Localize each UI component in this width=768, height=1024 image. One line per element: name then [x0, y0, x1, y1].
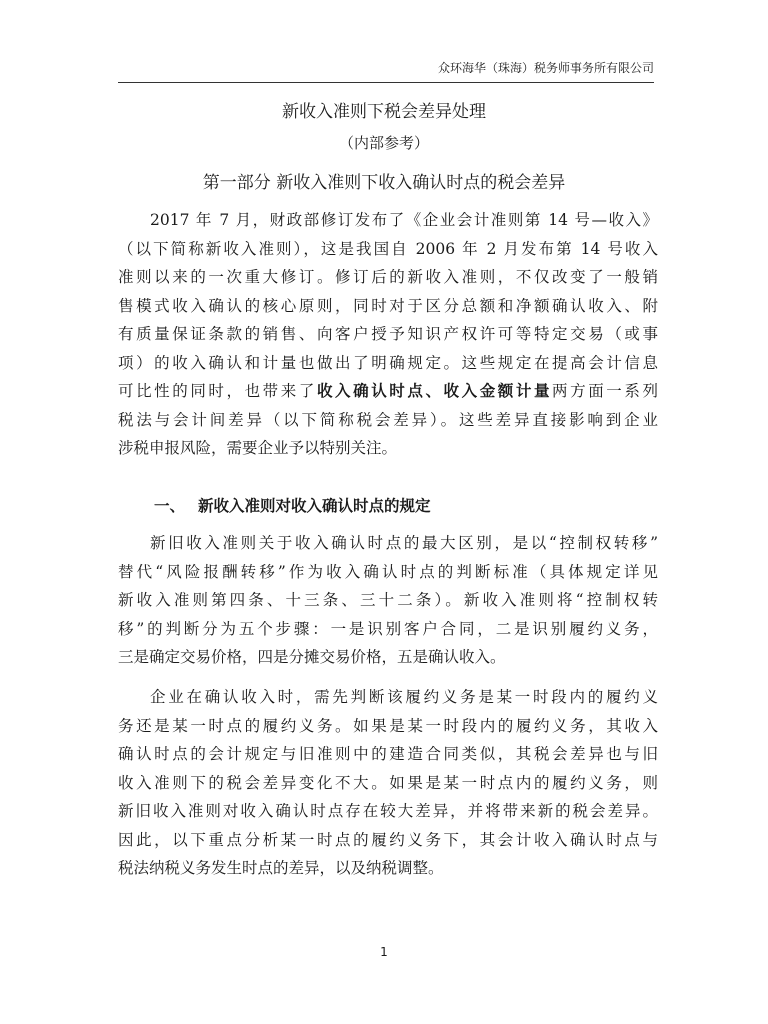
text-run: 两方面一系列	[552, 382, 658, 400]
paragraph-line-with-bold	[118, 377, 658, 406]
paragraph-line: 三是确定交易价格，四是分摊交易价格，五是确认收入。	[118, 648, 506, 666]
paragraph-line: 确认时点的会计规定与旧准则中的建造合同类似，其税会差异也与旧	[118, 745, 658, 763]
paragraph-line: 新旧收入准则关于收入确认时点的最大区别，是以“控制权转移”	[150, 534, 658, 552]
paragraph-line: 新旧收入准则对收入确认时点存在较大差异，并将带来新的税会差异。	[118, 802, 658, 820]
paragraph-intro	[118, 206, 658, 463]
paragraph-line: 新收入准则第四条、十三条、三十二条）。新收入准则将“控制权转	[118, 591, 658, 609]
section-number: 一、	[154, 496, 186, 515]
paragraph-line: 收入准则下的税会差异变化不大。如果是某一时点内的履约义务，则	[118, 773, 658, 792]
paragraph-line: 税法与会计间差异（以下简称税会差异）。这些差异直接影响到企业	[118, 410, 658, 429]
paragraph-line: 税法纳税义务发生时点的差异，以及纳税调整。	[118, 859, 444, 877]
text-run: 可比性的同时，也带来了	[118, 382, 317, 400]
section-heading	[154, 494, 431, 518]
paragraph-line: 替代“风险报酬转移”作为收入确认时点的判断标准（具体规定详见	[118, 562, 658, 581]
paragraph-line: 项）的收入确认和计量也做出了明确规定。这些规定在提高会计信息	[118, 353, 658, 372]
paragraph-line: 企业在确认收入时，需先判断该履约义务是某一时段内的履约义	[150, 688, 658, 706]
paragraph-line: 因此，以下重点分析某一时点的履约义务下，其会计收入确认时点与	[118, 830, 658, 849]
document-title: 新收入准则下税会差异处理	[282, 102, 486, 122]
paragraph-line: （以下简称新收入准则），这是我国自 2006 年 2 月发布第 14 号收入	[118, 239, 658, 258]
paragraph-analysis	[118, 683, 658, 883]
section-title: 新收入准则对收入确认时点的规定	[198, 496, 431, 515]
document-subtitle: （内部参考）	[338, 134, 429, 152]
paragraph-line: 务还是某一时点的履约义务。如果是某一时段内的履约义务，其收入	[118, 716, 658, 735]
part-heading: 第一部分 新收入准则下收入确认时点的税会差异	[202, 173, 566, 193]
paragraph-line: 涉税申报风险，需要企业予以特别关注。	[118, 439, 398, 457]
paragraph-line: 移”的判断分为五个步骤：一是识别客户合同，二是识别履约义务，	[118, 619, 658, 638]
paragraph-line: 准则以来的一次重大修订。修订后的新收入准则，不仅改变了一般销	[118, 268, 658, 286]
paragraph-line: 2017 年 7 月，财政部修订发布了《企业会计准则第 14 号—收入》	[150, 211, 658, 229]
paragraph-line: 有质量保证条款的销售、向客户授予知识产权许可等特定交易（或事	[118, 325, 658, 343]
bold-phrase: 收入确认时点、收入金额计量	[316, 381, 553, 400]
paragraph-rules	[118, 529, 658, 672]
paragraph-line: 售模式收入确认的核心原则，同时对于区分总额和净额确认收入、附	[118, 296, 658, 315]
page-header	[118, 60, 654, 83]
page-number: 1	[380, 945, 388, 959]
company-name: 众环海华（珠海）税务师事务所有限公司	[437, 61, 654, 75]
